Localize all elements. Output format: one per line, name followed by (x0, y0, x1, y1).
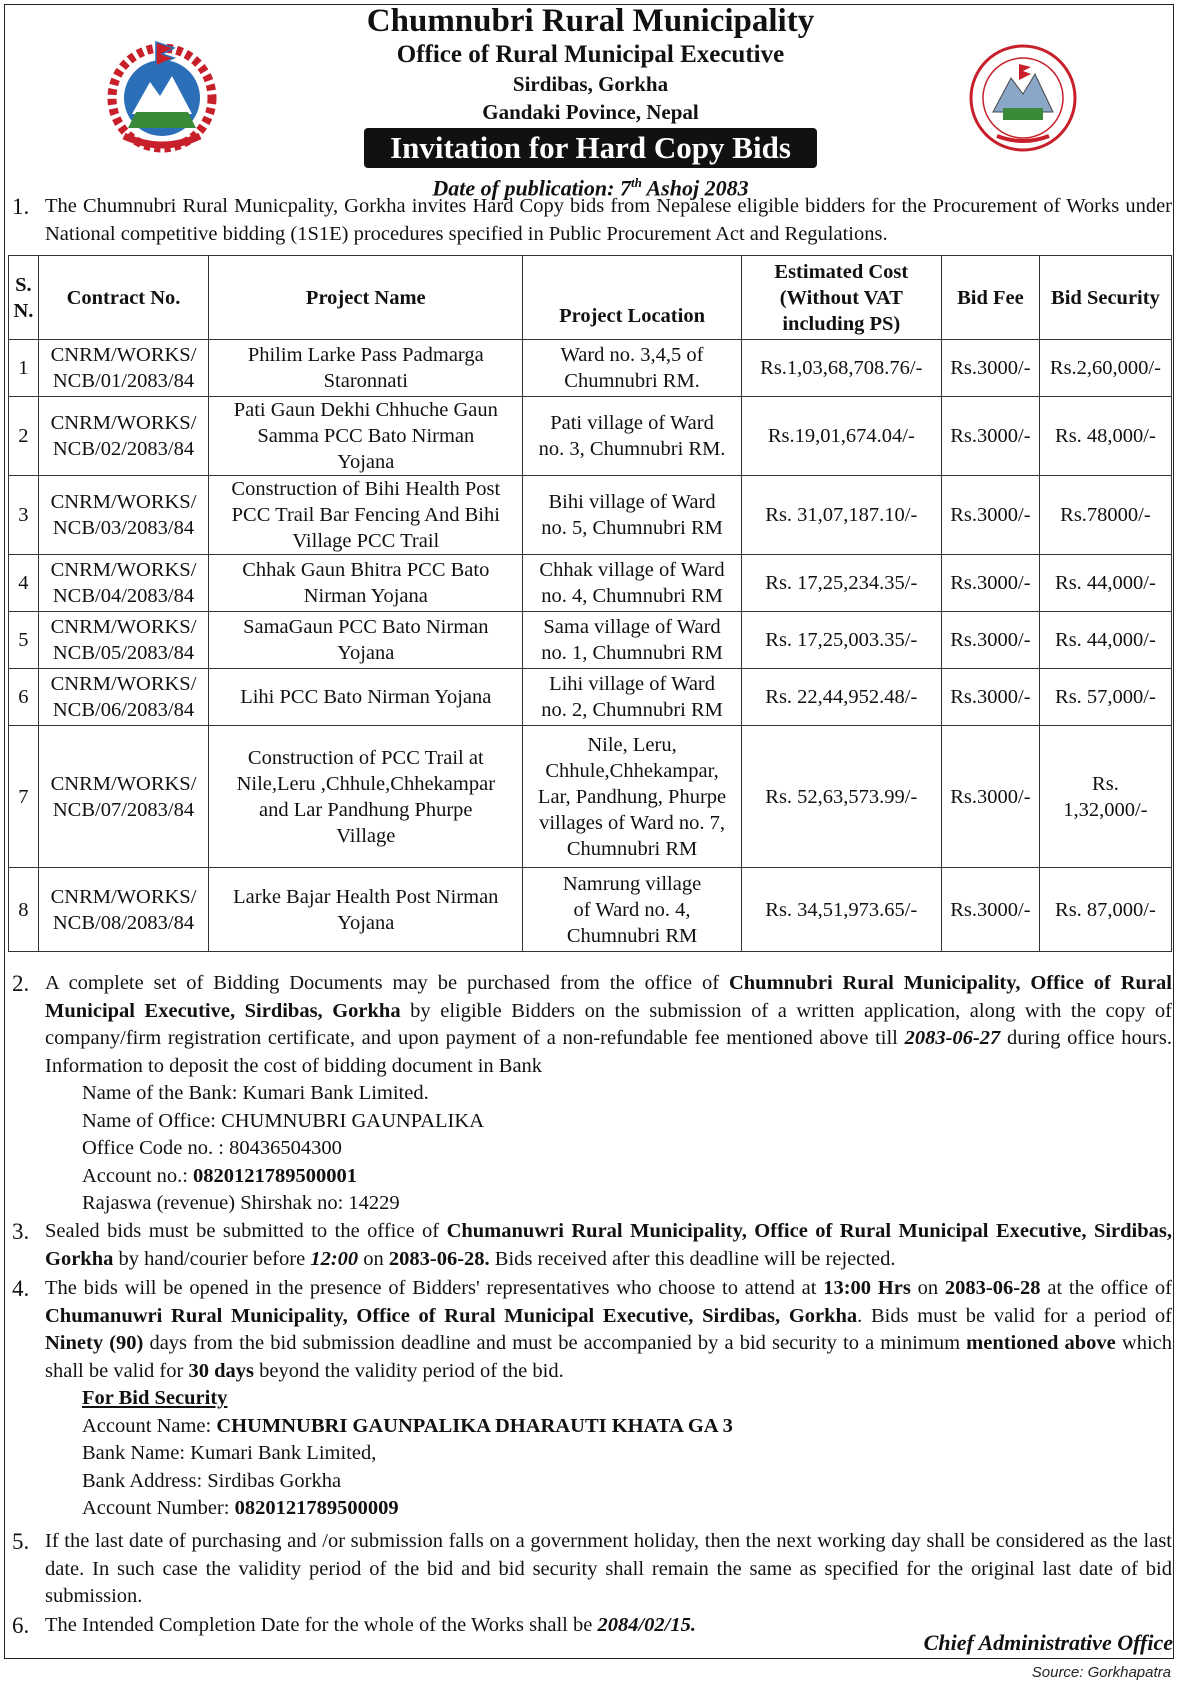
cell-bid-security: Rs.78000/- (1039, 476, 1171, 555)
cell-bid-fee: Rs.3000/- (941, 868, 1039, 952)
cell-project-location: Nile, Leru, Chhule,Chhekampar, Lar, Pandhung, Phurpe villages of Ward no. 7, Chumnubri RM (523, 726, 741, 868)
cell-bid-fee: Rs.3000/- (941, 476, 1039, 555)
security-account-number: Account Number: 0820121789500009 (82, 1497, 399, 1519)
cell-bid-fee: Rs.3000/- (941, 555, 1039, 612)
cell-bid-security: Rs. 57,000/- (1039, 669, 1171, 726)
office-name-line: Name of Office: CHUMNUBRI GAUNPALIKA (82, 1109, 484, 1132)
cell-estimated-cost: Rs. 17,25,234.35/- (741, 555, 941, 612)
cell-sn: 4 (9, 555, 39, 612)
cell-estimated-cost: Rs.19,01,674.04/- (741, 397, 941, 476)
cell-contract-no: CNRM/WORKS/ NCB/06/2083/84 (38, 669, 208, 726)
notice-title: Invitation for Hard Copy Bids (364, 128, 817, 168)
bid-security-heading: For Bid Security (82, 1387, 228, 1409)
cell-project-name: Larke Bajar Health Post Nirman Yojana (209, 868, 523, 952)
cell-estimated-cost: Rs. 17,25,003.35/- (741, 612, 941, 669)
cell-contract-no: CNRM/WORKS/ NCB/03/2083/84 (38, 476, 208, 555)
cell-project-location: Sama village of Ward no. 1, Chumnubri RM (523, 612, 741, 669)
header-contract-no: Contract No. (38, 256, 208, 340)
header-bid-security: Bid Security (1039, 256, 1171, 340)
cell-project-name: Construction of Bihi Health Post PCC Trail Bar Fencing And Bihi Village PCC Trail (209, 476, 523, 555)
header-estimated-cost: Estimated Cost (Without VAT including PS) (741, 256, 941, 340)
cell-bid-security: Rs. 44,000/- (1039, 555, 1171, 612)
paragraph-6: 6. The Intended Completion Date for the whole of the Works shall be 2084/02/15. (12, 1613, 697, 1638)
cell-estimated-cost: Rs. 31,07,187.10/- (741, 476, 941, 555)
table-row (9, 340, 1172, 397)
paragraph-4: 4. The bids will be opened in the presence of Bidders' representatives who choose to attend at 13:00 Hrs on 2083-06-28 at the office of Chumanuwri Rural Municipality, Office of Rural Municipal Executive, Sirdibas, Gorkha. Bids must be valid for a period of Ninety (90) days from the bid submission deadline and must be accompanied by a bid security to a minimum mentioned above which shall be valid for 30 days beyond the validity period of the bid. For Bid Security Account Name: CHUMNUBRI GAUNPALIKA DHARAUTI KHATA GA 3 Bank Name: Kumari Bank Limited, Bank Address: Sirdibas Gorkha Account Number: 0820121789500009 (12, 1275, 1172, 1523)
cell-sn: 3 (9, 476, 39, 555)
security-account-name: Account Name: CHUMNUBRI GAUNPALIKA DHARAUTI KHATA GA 3 (82, 1414, 733, 1437)
header-bid-fee: Bid Fee (941, 256, 1039, 340)
cell-project-name: Lihi PCC Bato Nirman Yojana (209, 669, 523, 726)
cell-bid-fee: Rs.3000/- (941, 612, 1039, 669)
paragraph-1: 1. The Chumnubri Rural Municpality, Gorkha invites Hard Copy bids from Nepalese eligible bidders for the Procurement of Works under National competitive bidding (1S1E) procedures specified in Public Procurement Act and Regulations. (12, 194, 1172, 245)
header-project-location: Project Location (523, 256, 741, 340)
cell-contract-no: CNRM/WORKS/ NCB/01/2083/84 (38, 340, 208, 397)
table-row (9, 612, 1172, 669)
cell-bid-security: Rs. 1,32,000/- (1039, 726, 1171, 868)
cell-estimated-cost: Rs. 52,63,573.99/- (741, 726, 941, 868)
paragraph-2: 2. A complete set of Bidding Documents may be purchased from the office of Chumnubri Rural Municipality, Office of Rural Municipal Executive, Sirdibas, Gorkha by eligible Bidders on the submission of a written application, along with the copy of company/firm registration certificate, and upon payment of a non-refundable fee mentioned above till 2083-06-27 during office hours. Information to deposit the cost of bidding document in Bank Name of the Bank: Kumari Bank Limited. Name of Office: CHUMNUBRI GAUNPALIKA Office Code no. : 80436504300 Account no.: 0820121789500001 Rajaswa (revenue) Shirshak no: 14229 (12, 970, 1172, 1218)
cell-bid-security: Rs. 87,000/- (1039, 868, 1171, 952)
cell-contract-no: CNRM/WORKS/ NCB/08/2083/84 (38, 868, 208, 952)
cell-sn: 2 (9, 397, 39, 476)
rajaswa-line: Rajaswa (revenue) Shirshak no: 14229 (82, 1192, 400, 1214)
cell-bid-fee: Rs.3000/- (941, 397, 1039, 476)
table-row (9, 726, 1172, 868)
cell-sn: 8 (9, 868, 39, 952)
table-row (9, 476, 1172, 555)
cell-sn: 5 (9, 612, 39, 669)
cell-bid-fee: Rs.3000/- (941, 669, 1039, 726)
cell-project-name: Chhak Gaun Bhitra PCC Bato Nirman Yojana (209, 555, 523, 612)
table-row (9, 868, 1172, 952)
cell-project-location: Chhak village of Ward no. 4, Chumnubri RM (523, 555, 741, 612)
cell-bid-security: Rs. 44,000/- (1039, 612, 1171, 669)
paragraph-5: 5. If the last date of purchasing and /or submission falls on a government holiday, then the next working day shall be considered as the last date. In such case the validity period of the bid and bid security shall remain the same as specified for the original last date of bid submission. (12, 1529, 1172, 1607)
signature-line: Chief Administrative Office (923, 1630, 1173, 1655)
address-line-2: Gandaki Povince, Nepal (482, 100, 699, 124)
header-project-name: Project Name (209, 256, 523, 340)
cell-project-location: Pati village of Ward no. 3, Chumnubri RM. (523, 397, 741, 476)
office-code: Office Code no. : 80436504300 (82, 1137, 342, 1159)
cell-bid-security: Rs. 48,000/- (1039, 397, 1171, 476)
cell-project-name: Construction of PCC Trail at Nile,Leru ,Chhule,Chhekampar and Lar Pandhung Phurpe Village (209, 726, 523, 868)
cell-contract-no: CNRM/WORKS/ NCB/05/2083/84 (38, 612, 208, 669)
cell-project-location: Lihi village of Ward no. 2, Chumnubri RM (523, 669, 741, 726)
publication-date: Date of publication: 7th Ashoj 2083 (432, 175, 749, 201)
cell-estimated-cost: Rs.1,03,68,708.76/- (741, 340, 941, 397)
cell-contract-no: CNRM/WORKS/ NCB/04/2083/84 (38, 555, 208, 612)
cell-project-location: Namrung village of Ward no. 4, Chumnubri RM (523, 868, 741, 952)
office-name: Office of Rural Municipal Executive (396, 41, 785, 68)
source-credit: Source: Gorkhapatra (1031, 1664, 1171, 1681)
security-bank-name: Bank Name: Kumari Bank Limited, (82, 1442, 377, 1464)
cell-bid-fee: Rs.3000/- (941, 340, 1039, 397)
cell-project-name: Pati Gaun Dekhi Chhuche Gaun Samma PCC Bato Nirman Yojana (209, 397, 523, 476)
bids-table (8, 255, 1172, 952)
cell-bid-fee: Rs.3000/- (941, 726, 1039, 868)
account-no: Account no.: 0820121789500001 (82, 1164, 358, 1187)
cell-project-location: Ward no. 3,4,5 of Chumnubri RM. (523, 340, 741, 397)
cell-estimated-cost: Rs. 34,51,973.65/- (741, 868, 941, 952)
table-row (9, 669, 1172, 726)
bank-name: Name of the Bank: Kumari Bank Limited. (82, 1082, 429, 1104)
address-line-1: Sirdibas, Gorkha (512, 72, 669, 96)
cell-sn: 7 (9, 726, 39, 868)
table-row (9, 397, 1172, 476)
table-header-row (9, 256, 1172, 340)
cell-contract-no: CNRM/WORKS/ NCB/02/2083/84 (38, 397, 208, 476)
table-row (9, 555, 1172, 612)
cell-bid-security: Rs.2,60,000/- (1039, 340, 1171, 397)
cell-project-name: SamaGaun PCC Bato Nirman Yojana (209, 612, 523, 669)
cell-sn: 6 (9, 669, 39, 726)
cell-sn: 1 (9, 340, 39, 397)
cell-contract-no: CNRM/WORKS/ NCB/07/2083/84 (38, 726, 208, 868)
cell-project-location: Bihi village of Ward no. 5, Chumnubri RM (523, 476, 741, 555)
cell-project-name: Philim Larke Pass Padmarga Staronnati (209, 340, 523, 397)
header-sn: S. N. (9, 256, 39, 340)
security-bank-address: Bank Address: Sirdibas Gorkha (82, 1469, 342, 1492)
notice-header (0, 2, 1181, 203)
paragraph-3: 3. Sealed bids must be submitted to the office of Chumanuwri Rural Municipality, Office of Rural Municipal Executive, Sirdibas, Gorkha by hand/courier before 12:00 on 2083-06-28. Bids received after this deadline will be rejected. (12, 1219, 1173, 1270)
cell-estimated-cost: Rs. 22,44,952.48/- (741, 669, 941, 726)
municipality-name: Chumnubri Rural Municipality (366, 3, 815, 39)
